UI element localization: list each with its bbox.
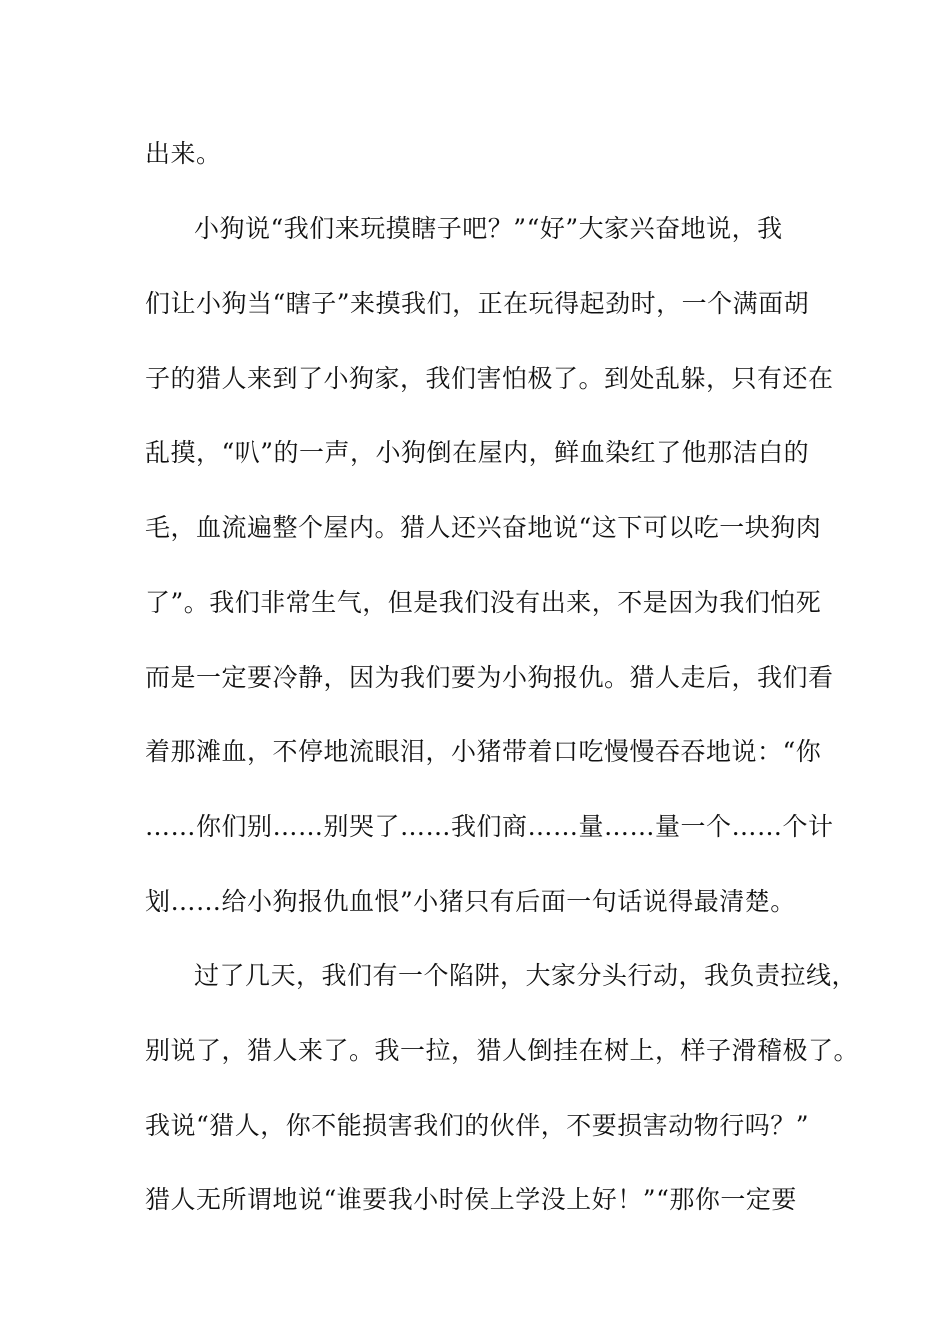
text-line: 了”。我们非常生气，但是我们没有出来，不是因为我们怕死 — [145, 588, 822, 617]
text-line: 别说了，猎人来了。我一拉，猎人倒挂在树上，样子滑稽极了。 — [145, 1036, 860, 1065]
text-line: 乱摸，“叭”的一声，小狗倒在屋内，鲜血染红了他那洁白的 — [145, 438, 810, 467]
text-line: 毛，血流遍整个屋内。猎人还兴奋地说“这下可以吃一块狗肉 — [145, 513, 822, 542]
text-line: 子的猎人来到了小狗家，我们害怕极了。到处乱躲，只有还在 — [145, 364, 834, 393]
paragraph-line: 过了几天，我们有一个陷阱，大家分头行动，我负责拉线， — [194, 961, 858, 990]
text-line: 划……给小狗报仇血恨”小猪只有后面一句话说得最清楚。 — [145, 887, 796, 916]
text-line: 猎人无所谓地说“谁要我小时侯上学没上好！”“那你一定要 — [145, 1185, 797, 1214]
text-line: 出来。 — [145, 139, 222, 168]
text-line: 而是一定要冷静，因为我们要为小狗报仇。猎人走后，我们看 — [145, 663, 834, 692]
text-line: 我说“猎人，你不能损害我们的伙伴，不要损害动物行吗？” — [145, 1111, 810, 1140]
text-line: ……你们别……别哭了……我们商……量……量一个……个计 — [145, 812, 834, 841]
text-line: 着那滩血，不停地流眼泪，小猪带着口吃慢慢吞吞地说：“你 — [145, 737, 822, 766]
text-line: 们让小狗当“瞎子”来摸我们，正在玩得起劲时，一个满面胡 — [145, 289, 810, 318]
paragraph-line: 小狗说“我们来玩摸瞎子吧？”“好”大家兴奋地说，我 — [194, 214, 783, 243]
